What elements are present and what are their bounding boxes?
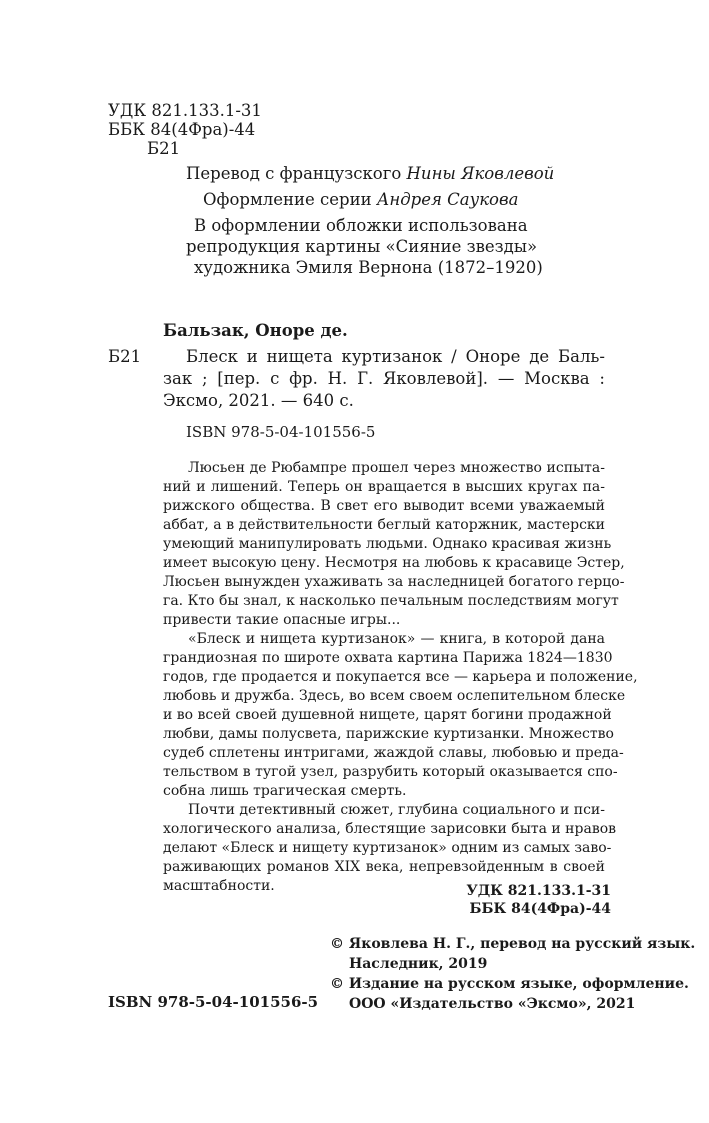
catalog-isbn: ISBN 978-5-04-101556-5 [186,423,376,441]
catalog-entry-line: Блеск и нищета куртизанок / Оноре де Баль- [186,347,605,366]
annotation-line: привести такие опасные игры... [163,612,401,628]
design-prefix: Оформление серии [203,190,372,209]
annotation-line: ний и лишений. Теперь он вращается в высших кругах па- [163,479,605,495]
design-credit [203,190,518,210]
cover-credit-line: художника Эмиля Вернона (1872–1920) [194,258,543,277]
annotation-line: «Блеск и нищета куртизанок» — книга, в которой дана [188,631,605,647]
copyright-line: © Издание на русском языке, оформление. [330,976,689,992]
author-code: Б21 [147,139,181,158]
annotation-line: га. Кто бы знал, к насколько печальным последствиям могут [163,593,619,609]
annotation-line: Почти детективный сюжет, глубина социального и пси- [188,802,605,818]
cover-credit-line: В оформлении обложки использована [194,216,528,235]
bbk-code: ББК 84(4Фра)-44 [108,120,256,139]
annotation-line: любовь и дружба. Здесь, во всем своем ослепительном блеске [163,688,626,704]
annotation-line: масштабности. [163,878,275,894]
translation-credit [186,164,554,184]
annotation-line: аббат, а в действительности беглый каторжник, мастерски [163,517,605,533]
catalog-code: Б21 [108,347,142,366]
footer-bbk-code: ББК 84(4Фра)-44 [469,901,611,917]
annotation-line: хологического анализа, блестящие зарисовки быта и нравов [163,821,617,837]
udk-code: УДК 821.133.1-31 [108,101,262,120]
annotation-line: делают «Блеск и нищету куртизанок» одним из самых заво- [163,840,612,856]
annotation-line: раживающих романов XIX века, непревзойденным в своей [163,859,605,875]
copyright-line: ООО «Издательство «Эксмо», 2021 [349,996,636,1012]
translator-name: Нины Яковлевой [406,164,555,183]
catalog-entry-line: зак ; [пер. с фр. Н. Г. Яковлевой]. — Москва : [163,369,605,388]
annotation-line: имеет высокую цену. Несмотря на любовь к красавице Эстер, [163,555,625,571]
annotation-line: любви, дамы полусвета, парижские куртизанки. Множество [163,726,614,742]
designer-name: Андрея Саукова [376,190,519,209]
translation-prefix: Перевод с французского [186,164,402,183]
annotation-line: собна лишь трагическая смерть. [163,783,407,799]
annotation-line: судеб сплетены интригами, жаждой славы, любовью и преда- [163,745,624,761]
annotation-line: тельством в тугой узел, разрубить который оказывается спо- [163,764,618,780]
cover-credit-line: репродукция картины «Сияние звезды» [186,237,538,256]
annotation-line: Люсьен вынужден ухаживать за наследницей богатого герцо- [163,574,625,590]
catalog-author-heading: Бальзак, Оноре де. [163,321,348,340]
copyright-line: © Яковлева Н. Г., перевод на русский язык. [330,936,696,952]
catalog-entry-line: Эксмо, 2021. — 640 с. [163,391,354,410]
annotation-line: грандиозная по широте охвата картина Парижа 1824—1830 [163,650,613,666]
footer-udk-code: УДК 821.133.1-31 [466,883,611,899]
copyright-line: Наследник, 2019 [349,956,488,972]
annotation-line: умеющий манипулировать людьми. Однако красивая жизнь [163,536,612,552]
annotation-line: и во всей своей душевной нищете, царят богини продажной [163,707,612,723]
annotation-line: Люсьен де Рюбампре прошел через множество испыта- [188,460,605,476]
annotation-line: годов, где продается и покупается все — карьера и положение, [163,669,638,685]
footer-isbn: ISBN 978-5-04-101556-5 [108,993,319,1011]
annotation-line: рижского общества. В свет его выводит всеми уважаемый [163,498,605,514]
